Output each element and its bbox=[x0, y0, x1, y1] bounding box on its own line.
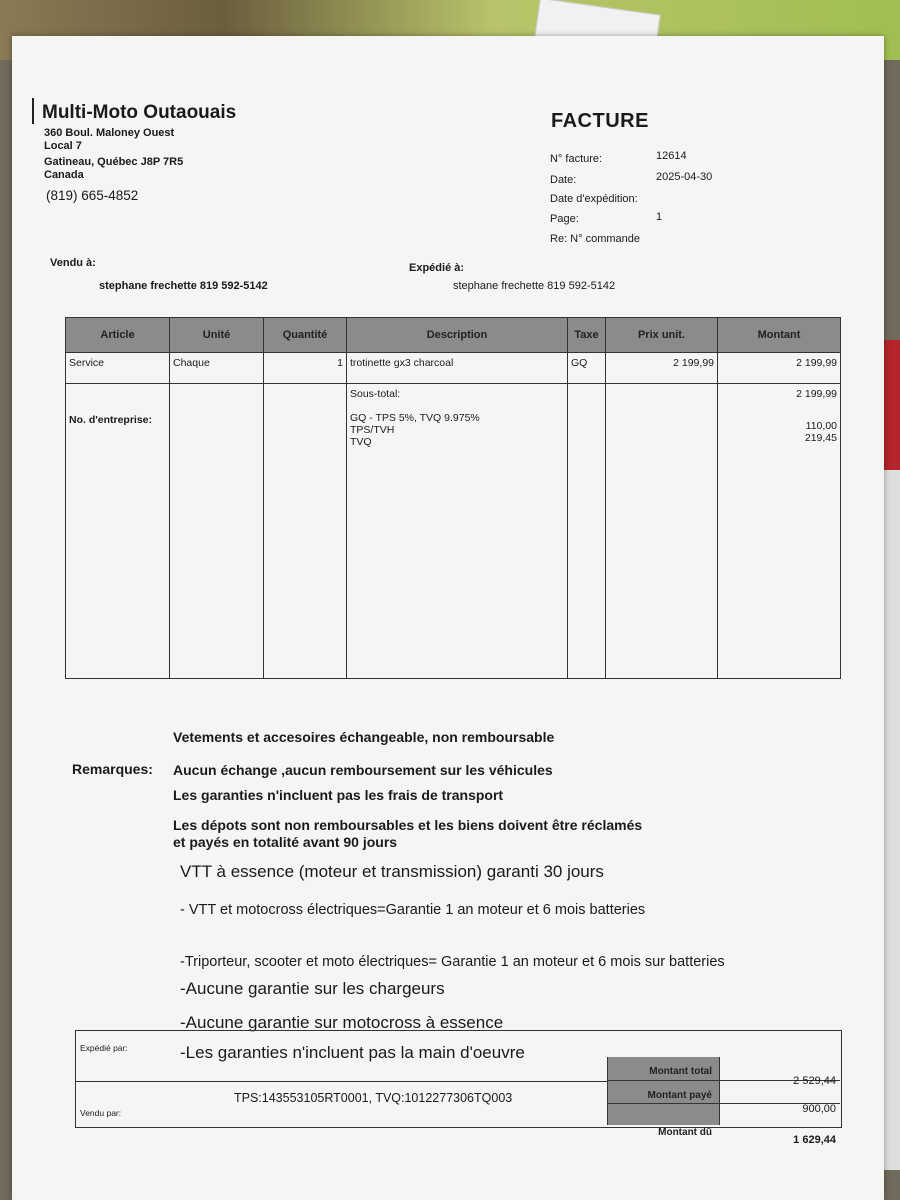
tvq-amount: 219,45 bbox=[804, 432, 837, 444]
meta-label: Re: N° commande bbox=[550, 233, 640, 245]
company-address-line: 360 Boul. Maloney Ouest bbox=[44, 127, 175, 139]
tps-label: TPS/TVH bbox=[350, 424, 395, 436]
col-header-amount: Montant bbox=[718, 318, 841, 353]
col-header-unit: Unité bbox=[170, 318, 264, 353]
tax-description-cell bbox=[347, 384, 568, 679]
due-amount-label: Montant dû bbox=[658, 1127, 712, 1138]
item-qty: 1 bbox=[264, 353, 347, 384]
tax-rates: GQ - TPS 5%, TVQ 9.975% bbox=[350, 412, 480, 424]
shipped-by-label: Expédié par: bbox=[80, 1043, 128, 1053]
meta-label: Date: bbox=[550, 174, 577, 186]
due-amount-value: 1 629,44 bbox=[793, 1134, 836, 1146]
remark-line: Les garanties n'incluent pas les frais de transport bbox=[173, 787, 504, 803]
company-address-line: Gatineau, Québec J8P 7R5 bbox=[44, 156, 184, 168]
invoice-page bbox=[12, 36, 884, 1200]
page-number: 1 bbox=[656, 211, 663, 223]
item-tax: GQ bbox=[568, 353, 606, 384]
totals-divider bbox=[719, 1057, 720, 1125]
item-article: Service bbox=[66, 353, 170, 384]
company-name: Multi-Moto Outaouais bbox=[42, 102, 237, 123]
tax-registration-numbers: TPS:143553105RT0001, TVQ:1012277306TQ003 bbox=[234, 1091, 513, 1105]
invoice-title: FACTURE bbox=[551, 110, 649, 132]
meta-label: Date d'expédition: bbox=[550, 193, 638, 205]
paid-amount-value: 900,00 bbox=[802, 1103, 836, 1115]
col-header-article: Article bbox=[66, 318, 170, 353]
warranty-line: -Triporteur, scooter et moto électriques= Garantie 1 an moteur et 6 mois sur batteries bbox=[180, 954, 725, 970]
ship-to-label: Expédié à: bbox=[409, 262, 465, 274]
tps-amount: 110,00 bbox=[805, 420, 837, 432]
item-unit: Chaque bbox=[170, 353, 264, 384]
meta-label: Page: bbox=[550, 213, 579, 225]
warranty-line: -Aucune garantie sur motocross à essence bbox=[180, 1013, 504, 1032]
ship-to-value: stephane frechette 819 592-5142 bbox=[453, 280, 616, 292]
sold-to-label: Vendu à: bbox=[50, 257, 96, 269]
warranty-line: VTT à essence (moteur et transmission) garanti 30 jours bbox=[180, 862, 604, 881]
total-amount-value: 2 529,44 bbox=[793, 1075, 836, 1087]
empty-cell bbox=[264, 384, 347, 679]
table-header-row bbox=[66, 318, 841, 353]
footer-divider bbox=[75, 1081, 617, 1082]
item-price: 2 199,99 bbox=[606, 353, 718, 384]
items-table bbox=[65, 317, 841, 679]
table-row bbox=[66, 353, 841, 384]
invoice-date: 2025-04-30 bbox=[656, 171, 713, 183]
table-row bbox=[66, 384, 841, 679]
sold-by-label: Vendu par: bbox=[80, 1108, 122, 1118]
item-description: trotinette gx3 charcoal bbox=[347, 353, 568, 384]
empty-cell bbox=[568, 384, 606, 679]
company-address-line: Local 7 bbox=[44, 140, 82, 152]
subtotal-value: 2 199,99 bbox=[796, 388, 837, 400]
col-header-tax: Taxe bbox=[568, 318, 606, 353]
empty-cell bbox=[170, 384, 264, 679]
remarks-label: Remarques: bbox=[72, 761, 153, 777]
background-red-edge bbox=[884, 340, 900, 470]
col-header-unit-price: Prix unit. bbox=[606, 318, 718, 353]
remark-line: et payés en totalité avant 90 jours bbox=[173, 834, 398, 850]
tvq-label: TVQ bbox=[350, 436, 372, 448]
warranty-line: - VTT et motocross électriques=Garantie 1 an moteur et 6 mois batteries bbox=[180, 902, 646, 918]
remark-line: Aucun échange ,aucun remboursement sur les véhicules bbox=[173, 762, 553, 778]
amount-cell bbox=[718, 384, 841, 679]
invoice-number: 12614 bbox=[656, 150, 687, 162]
company-address-line: Canada bbox=[44, 169, 84, 181]
paid-amount-label: Montant payé bbox=[647, 1090, 712, 1101]
empty-cell bbox=[606, 384, 718, 679]
sold-to-value: stephane frechette 819 592-5142 bbox=[99, 280, 268, 292]
remark-line: Vetements et accesoires échangeable, non remboursable bbox=[173, 729, 555, 745]
company-phone: (819) 665-4852 bbox=[46, 188, 139, 203]
spacer bbox=[721, 400, 837, 420]
remark-line: Les dépots sont non remboursables et les biens doivent être réclamés bbox=[173, 817, 643, 833]
item-amount: 2 199,99 bbox=[718, 353, 841, 384]
business-no-label: No. d'entreprise: bbox=[66, 384, 170, 679]
meta-label: N° facture: bbox=[550, 153, 603, 165]
total-amount-label: Montant total bbox=[649, 1066, 712, 1077]
warranty-line: -Les garanties n'incluent pas la main d'oeuvre bbox=[180, 1043, 525, 1062]
warranty-line: -Aucune garantie sur les chargeurs bbox=[180, 979, 445, 998]
col-header-quantity: Quantité bbox=[264, 318, 347, 353]
company-marker bbox=[32, 98, 34, 124]
spacer bbox=[350, 400, 564, 412]
col-header-description: Description bbox=[347, 318, 568, 353]
subtotal-label: Sous-total: bbox=[350, 388, 401, 400]
